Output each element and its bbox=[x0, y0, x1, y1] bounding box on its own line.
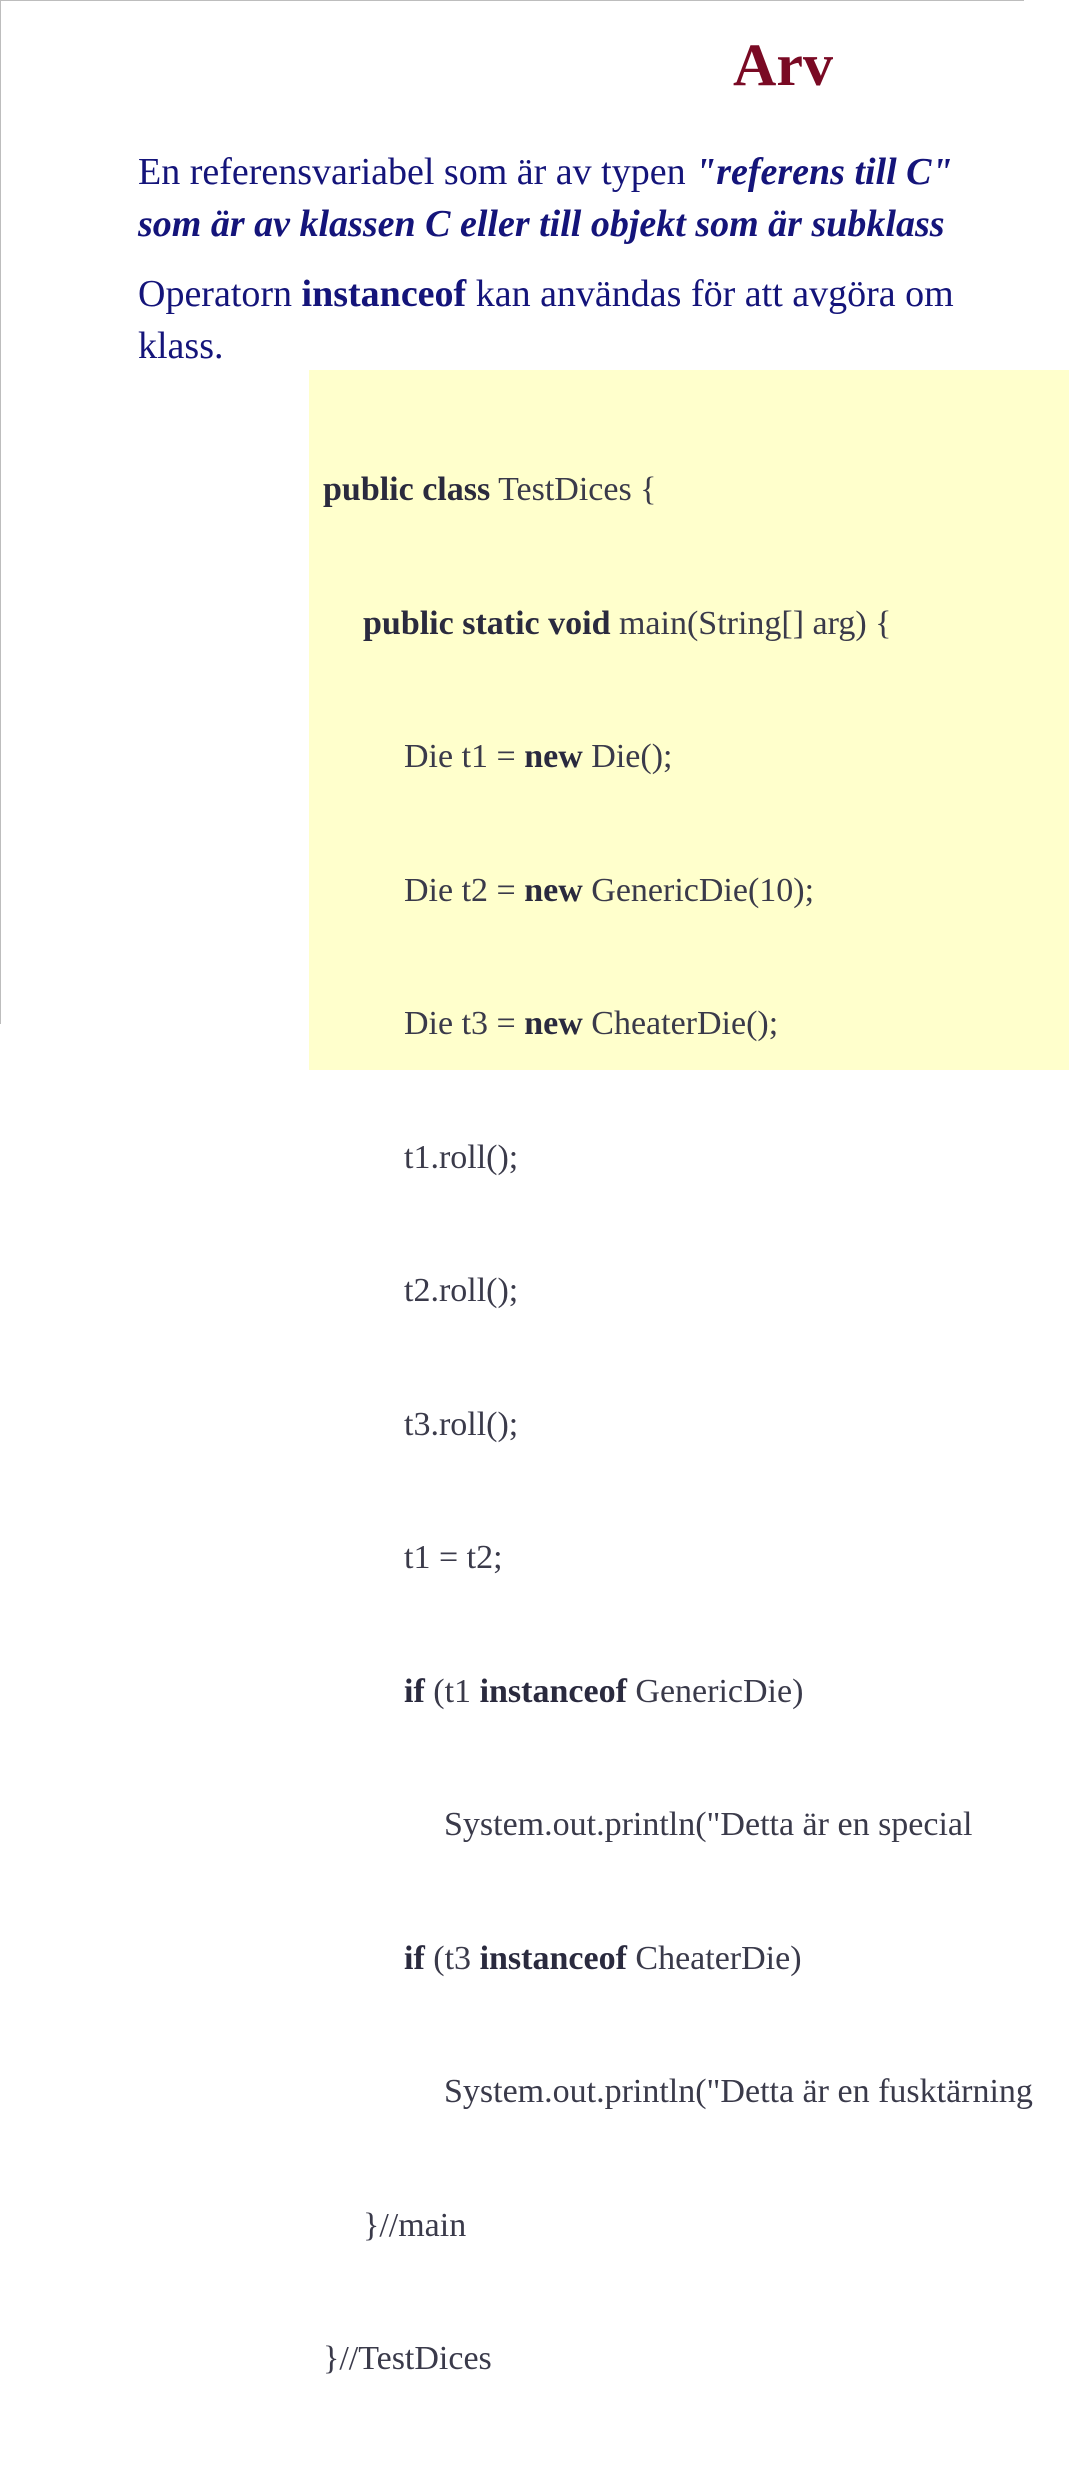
code-line bbox=[323, 1002, 1033, 1047]
code-keyword: new bbox=[524, 871, 583, 909]
paragraph-line bbox=[138, 268, 954, 320]
paragraph-instanceof bbox=[138, 268, 954, 372]
code-block bbox=[323, 379, 1033, 2471]
code-text: (t1 bbox=[424, 1672, 480, 1710]
code-text: CheaterDie) bbox=[626, 1939, 802, 1977]
emphasized-text: "referens till C" bbox=[695, 151, 953, 193]
code-text: TestDices { bbox=[490, 471, 657, 508]
code-keyword: new bbox=[524, 1005, 583, 1042]
code-text: GenericDie) bbox=[626, 1672, 804, 1710]
code-keyword: if bbox=[404, 1939, 425, 1977]
paragraph-text: kan användas för att avgöra om bbox=[466, 273, 954, 315]
code-line bbox=[323, 1670, 1033, 1715]
keyword-instanceof: instanceof bbox=[301, 273, 467, 315]
code-line bbox=[323, 1937, 1033, 1982]
code-keyword: new bbox=[524, 738, 583, 775]
code-text: (t3 bbox=[424, 1939, 480, 1977]
code-keyword: if bbox=[404, 1672, 425, 1710]
paragraph-line: klass. bbox=[138, 325, 224, 367]
code-line: t2.roll(); bbox=[404, 1272, 519, 1309]
code-keyword: public class bbox=[323, 471, 491, 508]
slide-title: Arv bbox=[733, 32, 833, 98]
code-line bbox=[323, 468, 1033, 513]
code-text: Die(); bbox=[582, 738, 673, 775]
code-line: System.out.println("Detta är en fusktärning bbox=[444, 2073, 1033, 2110]
code-keyword: public static void bbox=[363, 604, 611, 642]
code-text: main(String[] arg) { bbox=[610, 604, 892, 642]
code-line bbox=[323, 602, 1033, 647]
code-text: Die t2 = bbox=[404, 871, 525, 909]
code-line: System.out.println("Detta är en special bbox=[444, 1806, 973, 1843]
code-text: CheaterDie(); bbox=[582, 1005, 779, 1042]
code-text: Die t1 = bbox=[404, 738, 525, 775]
code-line: }//TestDices bbox=[323, 2340, 492, 2377]
paragraph-text: En referensvariabel som är av typen bbox=[138, 151, 696, 193]
code-keyword: instanceof bbox=[479, 1939, 627, 1977]
code-keyword: instanceof bbox=[479, 1672, 627, 1710]
paragraph-line bbox=[138, 146, 953, 198]
emphasized-text: som är av klassen C eller till objekt som är subklass bbox=[138, 203, 945, 245]
code-line: t1 = t2; bbox=[404, 1539, 503, 1576]
code-line: t3.roll(); bbox=[404, 1405, 519, 1443]
paragraph-reference-variable bbox=[138, 146, 953, 250]
code-text: GenericDie(10); bbox=[582, 871, 815, 909]
code-line bbox=[323, 735, 1033, 780]
paragraph-text: Operatorn bbox=[138, 273, 302, 315]
code-line: }//main bbox=[363, 2206, 467, 2244]
code-text: Die t3 = bbox=[404, 1005, 525, 1042]
code-line: t1.roll(); bbox=[404, 1138, 519, 1176]
code-line bbox=[323, 869, 1033, 914]
